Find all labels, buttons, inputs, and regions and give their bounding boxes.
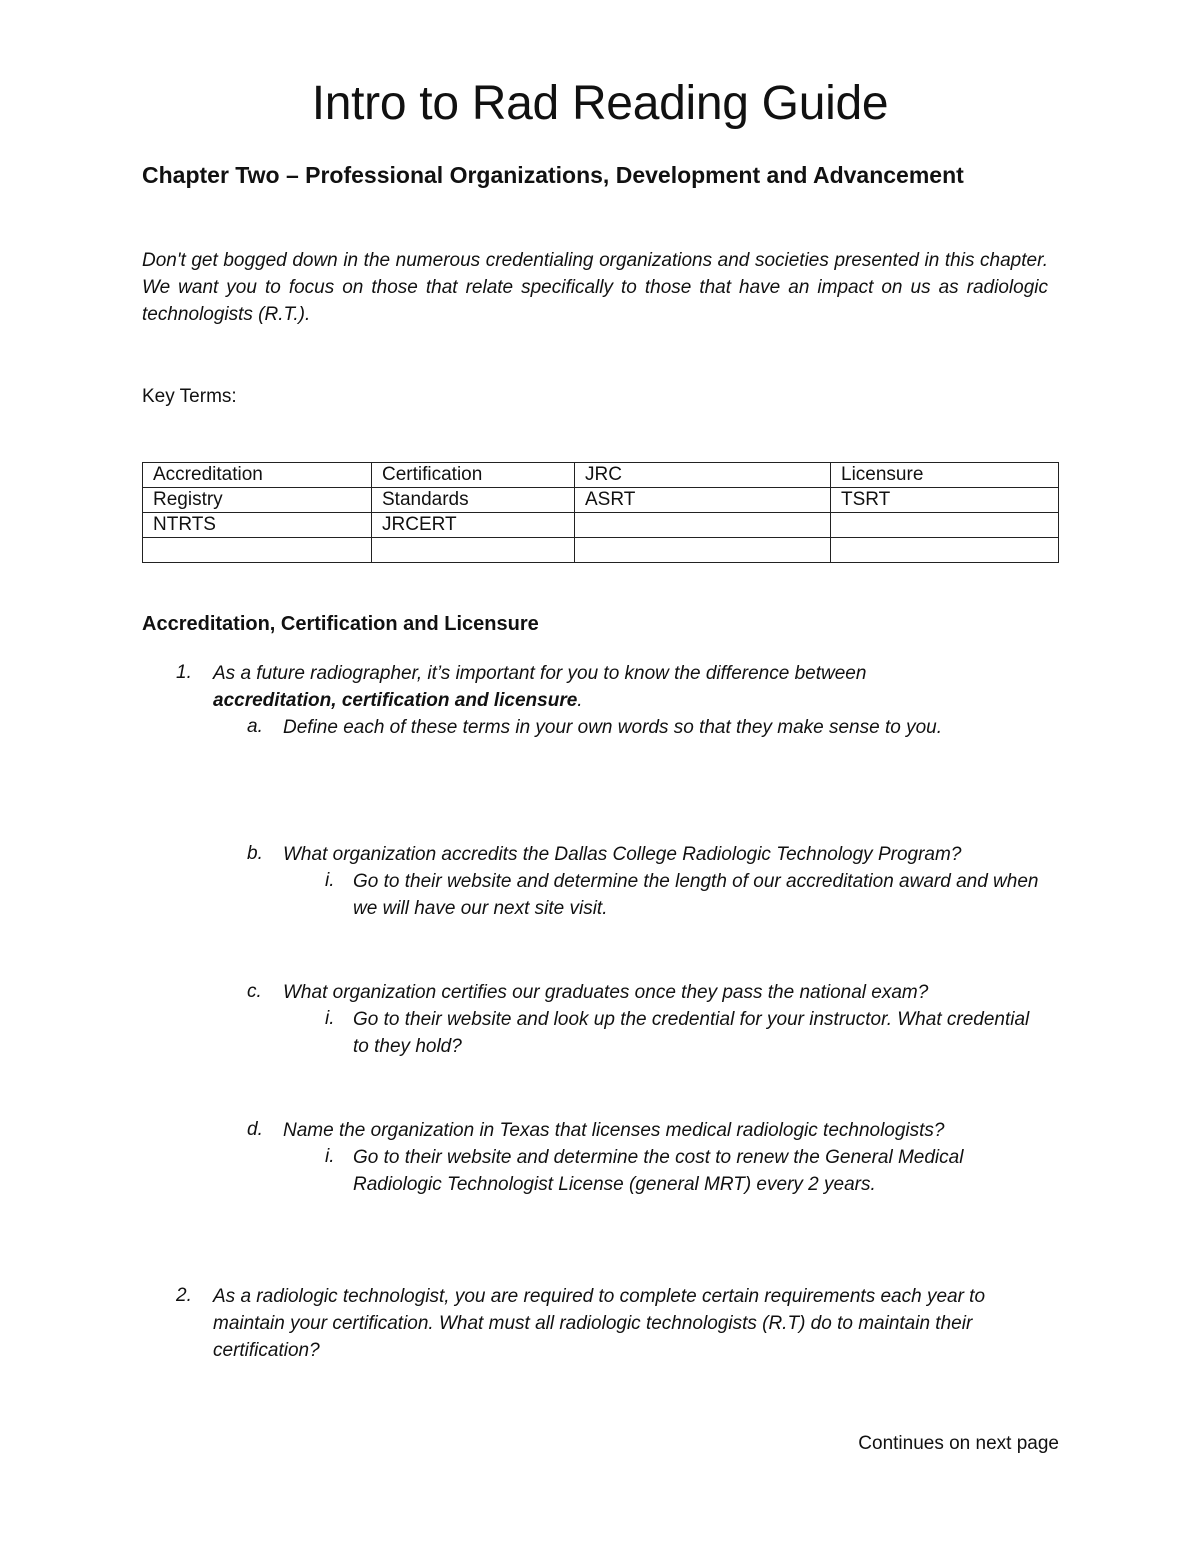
table-cell — [143, 538, 372, 563]
section-heading: Accreditation, Certification and Licensure — [142, 613, 539, 635]
intro-paragraph: Don't get bogged down in the numerous credentialing organizations and societies presented in this chapter. We want you to focus on those that relate specifically to those that have an impact on us as radiologic technologists (R.T.). — [142, 250, 1048, 325]
table-cell: Accreditation — [143, 463, 372, 488]
table-cell: JRCERT — [372, 513, 575, 538]
question-1-bold-terms: accreditation, certification and licensure — [213, 690, 578, 711]
table-cell: ASRT — [575, 488, 831, 513]
table-cell: JRC — [575, 463, 831, 488]
question-1-end: . — [577, 690, 583, 711]
table-cell — [575, 513, 831, 538]
subquestion-marker: a. — [247, 716, 263, 737]
table-cell: NTRTS — [143, 513, 372, 538]
question-number: 1. — [176, 662, 192, 683]
document-title: Intro to Rad Reading Guide — [311, 77, 889, 130]
table-row — [143, 488, 1059, 513]
table-row — [143, 463, 1059, 488]
subquestion-a-text: Define each of these terms in your own words so that they make sense to you. — [283, 717, 943, 738]
subquestion-c-text: What organization certifies our graduates once they pass the national exam? — [283, 982, 929, 1003]
subquestion-b-text: What organization accredits the Dallas College Radiologic Technology Program? — [283, 844, 962, 865]
key-terms-label: Key Terms: — [142, 386, 237, 407]
subitem-marker: i. — [325, 1146, 335, 1167]
subquestion-marker: b. — [247, 843, 263, 864]
chapter-heading: Chapter Two – Professional Organizations, Development and Advancement — [142, 162, 964, 188]
subquestion-marker: d. — [247, 1119, 263, 1140]
subitem-marker: i. — [325, 1008, 335, 1029]
table-cell: Standards — [372, 488, 575, 513]
table-cell — [372, 538, 575, 563]
key-terms-table — [142, 462, 1059, 563]
table-cell: Licensure — [831, 463, 1059, 488]
subitem-d-i-text: Go to their website and determine the cost to renew the General Medical Radiologic Technologist License (general MRT) every 2 years. — [353, 1147, 964, 1195]
table-cell: Certification — [372, 463, 575, 488]
subitem-c-i-text: Go to their website and look up the credential for your instructor. What credential to they hold? — [353, 1009, 1030, 1057]
table-row — [143, 513, 1059, 538]
table-cell: Registry — [143, 488, 372, 513]
table-cell — [831, 513, 1059, 538]
question-number: 2. — [176, 1285, 192, 1306]
question-1-lead: As a future radiographer, it’s important for you to know the difference between — [213, 663, 867, 684]
question-1-text — [213, 660, 993, 714]
subitem-b-i-text: Go to their website and determine the length of our accreditation award and when we will have our next site visit. — [353, 871, 1039, 919]
table-cell — [831, 538, 1059, 563]
question-2-text: As a radiologic technologist, you are required to complete certain requirements each year to maintain your certification. What must all radiologic technologists (R.T) do to maintain their certification? — [213, 1286, 986, 1361]
subquestion-marker: c. — [247, 981, 262, 1002]
table-cell: TSRT — [831, 488, 1059, 513]
table-row — [143, 538, 1059, 563]
subquestion-d-text: Name the organization in Texas that licenses medical radiologic technologists? — [283, 1120, 945, 1141]
subitem-marker: i. — [325, 870, 335, 891]
table-cell — [575, 538, 831, 563]
continues-note: Continues on next page — [858, 1433, 1059, 1454]
